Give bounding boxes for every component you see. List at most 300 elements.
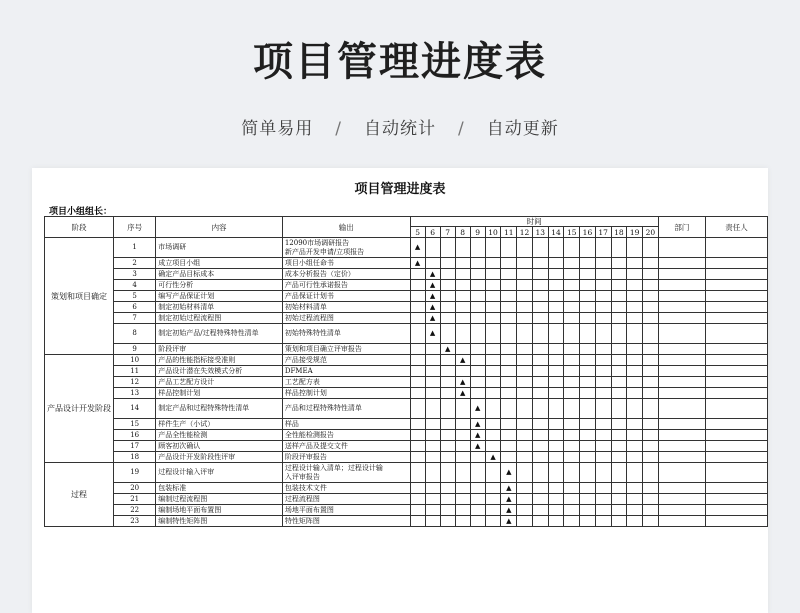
week-header: 15 [564, 227, 580, 238]
week-cell [501, 291, 517, 302]
week-cell [627, 291, 643, 302]
week-cell [501, 258, 517, 269]
week-cell [440, 324, 455, 344]
dept-cell [658, 452, 705, 463]
week-cell [455, 238, 470, 258]
week-cell [410, 280, 425, 291]
content-cell: 产品设计开发阶段性评审 [156, 452, 283, 463]
week-cell [440, 494, 455, 505]
week-cell [517, 430, 533, 441]
week-cell [580, 441, 596, 452]
week-cell [470, 302, 485, 313]
week-cell [611, 280, 627, 291]
week-cell [595, 419, 611, 430]
week-cell [455, 377, 470, 388]
week-cell [410, 355, 425, 366]
week-cell [470, 355, 485, 366]
week-cell [595, 483, 611, 494]
week-cell [470, 399, 485, 419]
content-cell: 可行性分析 [156, 280, 283, 291]
week-cell [611, 516, 627, 527]
week-cell [532, 280, 548, 291]
week-cell [455, 419, 470, 430]
week-cell [595, 291, 611, 302]
week-cell [517, 258, 533, 269]
week-cell [532, 324, 548, 344]
week-cell [564, 452, 580, 463]
owner-cell [706, 388, 768, 399]
header-time: 时间 [410, 217, 658, 227]
week-cell [455, 258, 470, 269]
progress-marker-icon: ▲ [429, 302, 436, 311]
week-cell [485, 494, 501, 505]
output-line: 包装技术文件 [284, 483, 327, 492]
week-header: 17 [595, 227, 611, 238]
week-header: 10 [485, 227, 501, 238]
week-cell [627, 452, 643, 463]
owner-cell [706, 313, 768, 324]
week-cell [627, 280, 643, 291]
week-cell [485, 280, 501, 291]
week-cell [517, 313, 533, 324]
table-row [45, 494, 768, 505]
week-cell [501, 238, 517, 258]
week-cell [564, 516, 580, 527]
dept-cell [658, 258, 705, 269]
week-cell [532, 344, 548, 355]
week-cell [564, 366, 580, 377]
output-cell [282, 516, 410, 527]
output-line: 项目小组任命书 [284, 258, 334, 267]
week-cell [643, 430, 659, 441]
week-cell [425, 313, 440, 324]
dept-cell [658, 399, 705, 419]
week-cell [517, 399, 533, 419]
output-cell [282, 377, 410, 388]
week-cell [643, 494, 659, 505]
owner-cell [706, 355, 768, 366]
feature-tagline [0, 114, 800, 139]
week-cell [595, 324, 611, 344]
week-cell [470, 238, 485, 258]
week-cell [470, 483, 485, 494]
week-cell [564, 505, 580, 516]
content-cell: 编制特性矩阵图 [156, 516, 283, 527]
output-line: 过程流程图 [284, 494, 320, 503]
owner-cell [706, 280, 768, 291]
week-cell [548, 430, 564, 441]
seq-cell: 10 [114, 355, 156, 366]
table-row [45, 355, 768, 366]
week-cell [470, 377, 485, 388]
content-cell: 阶段评审 [156, 344, 283, 355]
progress-marker-icon: ▲ [474, 404, 481, 412]
week-cell [643, 516, 659, 527]
dept-cell [658, 291, 705, 302]
week-cell [643, 388, 659, 399]
output-cell [282, 258, 410, 269]
progress-marker-icon: ▲ [506, 483, 512, 492]
week-cell [425, 505, 440, 516]
week-cell [501, 441, 517, 452]
seq-cell: 14 [114, 399, 156, 419]
week-cell [548, 452, 564, 463]
content-cell: 制定初始产品/过程特殊特性清单 [156, 324, 283, 344]
week-cell [470, 366, 485, 377]
week-header: 18 [611, 227, 627, 238]
week-cell [611, 399, 627, 419]
week-cell [470, 258, 485, 269]
week-cell [595, 238, 611, 258]
week-cell [470, 494, 485, 505]
output-line: 新产品开发申请/立项报告 [284, 247, 365, 256]
week-cell [580, 280, 596, 291]
week-cell [580, 324, 596, 344]
week-cell [611, 452, 627, 463]
output-cell [282, 441, 410, 452]
week-cell [564, 483, 580, 494]
week-cell [485, 463, 501, 483]
week-cell [580, 494, 596, 505]
output-line: 全性能检测报告 [284, 430, 334, 439]
progress-marker-icon: ▲ [506, 516, 512, 525]
week-header: 8 [455, 227, 470, 238]
content-cell: 制定初始过程流程图 [156, 313, 283, 324]
week-cell [455, 505, 470, 516]
week-cell [564, 377, 580, 388]
table-row [45, 313, 768, 324]
week-cell [643, 238, 659, 258]
week-cell [485, 430, 501, 441]
output-line: 特性矩阵图 [284, 516, 320, 525]
table-row [45, 324, 768, 344]
table-row [45, 430, 768, 441]
week-cell [410, 291, 425, 302]
week-cell [564, 430, 580, 441]
output-cell [282, 291, 410, 302]
week-cell [627, 399, 643, 419]
header-output: 输出 [282, 217, 410, 238]
week-cell [425, 258, 440, 269]
week-header: 7 [440, 227, 455, 238]
output-cell [282, 483, 410, 494]
week-cell [643, 452, 659, 463]
week-cell [627, 430, 643, 441]
table-row [45, 505, 768, 516]
week-cell [627, 377, 643, 388]
week-cell [470, 388, 485, 399]
week-cell [532, 399, 548, 419]
seq-cell: 17 [114, 441, 156, 452]
spreadsheet-preview [32, 168, 768, 613]
owner-cell [706, 324, 768, 344]
output-cell [282, 452, 410, 463]
week-cell [440, 291, 455, 302]
week-cell [595, 441, 611, 452]
week-cell [580, 366, 596, 377]
week-cell [532, 430, 548, 441]
week-cell [517, 516, 533, 527]
dept-cell [658, 324, 705, 344]
week-cell [627, 516, 643, 527]
week-cell [455, 324, 470, 344]
week-cell [455, 494, 470, 505]
seq-cell: 8 [114, 324, 156, 344]
week-cell [440, 313, 455, 324]
week-cell [425, 269, 440, 280]
phase-cell: 过程 [45, 463, 114, 527]
week-cell [611, 483, 627, 494]
week-cell [564, 399, 580, 419]
seq-cell: 11 [114, 366, 156, 377]
week-cell [410, 388, 425, 399]
week-cell [548, 238, 564, 258]
content-cell: 确定产品目标成本 [156, 269, 283, 280]
content-cell: 产品的性能指标接受准则 [156, 355, 283, 366]
week-cell [440, 344, 455, 355]
week-cell [611, 505, 627, 516]
week-cell [611, 313, 627, 324]
header-seq: 序号 [114, 217, 156, 238]
sheet-title: 项目管理进度表 [354, 182, 446, 197]
week-cell [425, 377, 440, 388]
week-cell [580, 399, 596, 419]
output-cell [282, 302, 410, 313]
seq-cell: 5 [114, 291, 156, 302]
progress-marker-icon: ▲ [429, 269, 436, 278]
week-cell [532, 366, 548, 377]
week-cell [501, 302, 517, 313]
week-cell [548, 324, 564, 344]
seq-cell: 15 [114, 419, 156, 430]
week-cell [564, 258, 580, 269]
output-cell [282, 463, 410, 483]
week-cell [425, 280, 440, 291]
owner-cell [706, 483, 768, 494]
week-cell [548, 344, 564, 355]
week-cell [470, 291, 485, 302]
week-cell [425, 238, 440, 258]
owner-cell [706, 258, 768, 269]
output-line: 样品 [284, 419, 299, 428]
week-cell [532, 238, 548, 258]
week-cell [643, 344, 659, 355]
week-cell [564, 269, 580, 280]
content-cell: 制定初始材料清单 [156, 302, 283, 313]
week-cell [440, 463, 455, 483]
week-cell [595, 313, 611, 324]
week-cell [410, 344, 425, 355]
output-cell [282, 238, 410, 258]
week-cell [548, 355, 564, 366]
week-cell [455, 483, 470, 494]
owner-cell [706, 302, 768, 313]
dept-cell [658, 344, 705, 355]
progress-marker-icon: ▲ [414, 258, 421, 267]
week-cell [611, 324, 627, 344]
week-cell [455, 302, 470, 313]
week-cell [410, 399, 425, 419]
output-line: 工艺配方表 [284, 377, 320, 386]
week-cell [501, 430, 517, 441]
seq-cell: 2 [114, 258, 156, 269]
week-cell [595, 494, 611, 505]
week-cell [580, 452, 596, 463]
week-cell [485, 441, 501, 452]
week-cell [425, 366, 440, 377]
output-line: DFMEA [284, 366, 313, 375]
separator: / [335, 119, 342, 139]
week-cell [425, 302, 440, 313]
week-cell [517, 388, 533, 399]
week-header: 12 [517, 227, 533, 238]
week-cell [564, 463, 580, 483]
week-cell [440, 355, 455, 366]
owner-cell [706, 419, 768, 430]
progress-marker-icon: ▲ [459, 377, 466, 386]
week-cell [517, 238, 533, 258]
week-cell [485, 238, 501, 258]
week-cell [517, 302, 533, 313]
week-cell [627, 483, 643, 494]
week-cell [643, 366, 659, 377]
week-cell [564, 238, 580, 258]
week-cell [517, 291, 533, 302]
week-cell [425, 452, 440, 463]
week-cell [548, 516, 564, 527]
dept-cell [658, 516, 705, 527]
week-cell [410, 516, 425, 527]
week-cell [455, 344, 470, 355]
owner-cell [706, 366, 768, 377]
week-cell [455, 452, 470, 463]
week-cell [470, 441, 485, 452]
week-cell [532, 419, 548, 430]
week-cell [410, 452, 425, 463]
week-cell [580, 269, 596, 280]
week-cell [532, 505, 548, 516]
week-cell [485, 269, 501, 280]
week-cell [532, 483, 548, 494]
week-cell [595, 258, 611, 269]
week-cell [485, 366, 501, 377]
week-cell [532, 452, 548, 463]
seq-cell: 6 [114, 302, 156, 313]
seq-cell: 7 [114, 313, 156, 324]
progress-marker-icon: ▲ [429, 329, 436, 337]
week-cell [564, 324, 580, 344]
week-cell [425, 399, 440, 419]
week-cell [595, 463, 611, 483]
week-cell [611, 258, 627, 269]
week-cell [611, 388, 627, 399]
week-cell [643, 313, 659, 324]
week-cell [425, 441, 440, 452]
week-cell [410, 238, 425, 258]
output-line: 产品保证计划书 [284, 291, 334, 300]
week-cell [517, 366, 533, 377]
dept-cell [658, 505, 705, 516]
week-cell [485, 344, 501, 355]
week-cell [425, 355, 440, 366]
output-cell [282, 388, 410, 399]
week-cell [410, 483, 425, 494]
table-row [45, 291, 768, 302]
week-cell [611, 291, 627, 302]
output-cell [282, 280, 410, 291]
week-cell [611, 238, 627, 258]
week-cell [595, 388, 611, 399]
week-cell [627, 366, 643, 377]
week-cell [611, 377, 627, 388]
content-cell: 顾客初次确认 [156, 441, 283, 452]
table-row [45, 344, 768, 355]
week-cell [564, 441, 580, 452]
week-cell [410, 494, 425, 505]
week-cell [501, 452, 517, 463]
progress-marker-icon: ▲ [414, 243, 421, 251]
week-cell [470, 516, 485, 527]
week-cell [595, 269, 611, 280]
week-cell [440, 269, 455, 280]
week-cell [410, 258, 425, 269]
seq-cell: 19 [114, 463, 156, 483]
output-line: 过程设计输入清单；过程设计输 [284, 463, 383, 472]
week-cell [425, 483, 440, 494]
dept-cell [658, 441, 705, 452]
week-cell [470, 419, 485, 430]
week-cell [485, 388, 501, 399]
output-line: 12090市场调研报告 [284, 238, 350, 247]
week-cell [501, 313, 517, 324]
week-cell [643, 280, 659, 291]
dept-cell [658, 419, 705, 430]
owner-cell [706, 238, 768, 258]
phase-cell: 产品设计开发阶段 [45, 355, 114, 463]
week-cell [440, 377, 455, 388]
dept-cell [658, 463, 705, 483]
week-cell [455, 399, 470, 419]
week-cell [501, 419, 517, 430]
week-cell [580, 238, 596, 258]
week-cell [440, 280, 455, 291]
week-cell [611, 419, 627, 430]
week-header: 6 [425, 227, 440, 238]
week-cell [485, 291, 501, 302]
week-cell [627, 355, 643, 366]
content-cell: 市场调研 [156, 238, 283, 258]
week-header: 19 [627, 227, 643, 238]
progress-marker-icon: ▲ [506, 468, 512, 476]
week-cell [643, 483, 659, 494]
week-cell [643, 399, 659, 419]
dept-cell [658, 280, 705, 291]
week-cell [548, 291, 564, 302]
owner-cell [706, 291, 768, 302]
week-cell [410, 313, 425, 324]
week-cell [470, 505, 485, 516]
week-cell [580, 302, 596, 313]
week-cell [580, 505, 596, 516]
week-cell [548, 399, 564, 419]
week-cell [564, 291, 580, 302]
owner-cell [706, 516, 768, 527]
owner-cell [706, 399, 768, 419]
content-cell: 包装标准 [156, 483, 283, 494]
week-cell [440, 441, 455, 452]
week-cell [548, 377, 564, 388]
week-cell [627, 324, 643, 344]
